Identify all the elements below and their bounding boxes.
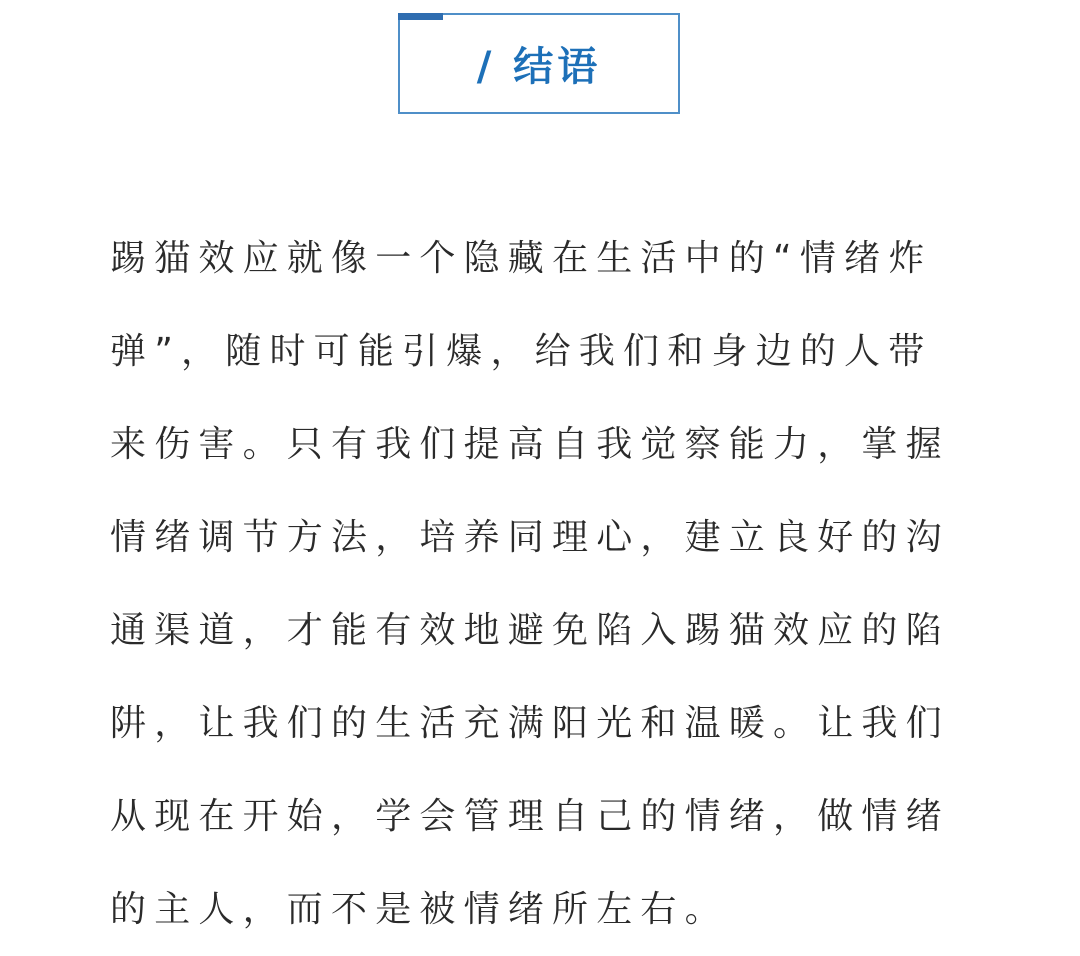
article-paragraph: 踢猫效应就像一个隐藏在生活中的“情绪炸弹”，随时可能引爆，给我们和身边的人带来伤害。只有我们提高自我觉察能力，掌握情绪调节方法，培养同理心，建立良好的沟通渠道，才能有效地避免陷入踢猫效应的陷阱，让我们的生活充满阳光和温暖。让我们从现在开始，学会管理自己的情绪，做情绪的主人，而不是被情绪所左右。	[110, 238, 950, 930]
section-title: / 结语	[476, 44, 602, 90]
title-accent-bar	[398, 13, 443, 20]
section-title-box	[398, 13, 680, 114]
